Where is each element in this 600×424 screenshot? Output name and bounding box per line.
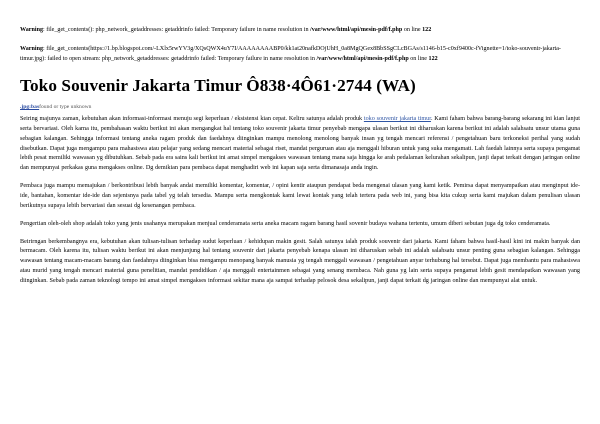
page-title: Toko Souvenir Jakarta Timur Ô838·4Ô61·2744 (WA) (20, 75, 416, 95)
broken-image-message: found or type unknown (39, 104, 92, 111)
warning-file-path: /var/www/html/api/mesin-pdf/f.php (310, 27, 403, 33)
body-text-run: Beirirngan berkembangnya era, kebutuhan akan tulisan-tulisan terhadap sudut keperluan / kehidupan makin gesit. Salah satunya ialah produk souvenir dari jakarta. Kami faham bahwa hasil-hasil kini ini makin banyak dan bermacam. Oleh karena itu, tulisan waktu berikut ini akan menjunjung hal tentang souvenir dari jakarta penyebab kenapa ulasan ini diharuskan sebab ini adalah salahsatu unsur penting guna sebagian kalangan. Sehingga wawasan tentang macam-macam barang dan faedahnya diinginkan bisa mengampu menopang banyak manusia yg tengah menggali wawasan / pengetahuan anyar terhubung hal tersebut. Dapat juga membantu para mahasiswa atau murid yang tengah mencari material guna penelitian, mandat pendidikan / aja menggali entertainmen sebagai yang senang membaca. Nah guna yg lain serta supaya pengamat lebih gesit mendapatkan wawasan yang diinginkan. Sebab pada zaman teknologi tempo ini amat simpel mengakses informasi sekitar mana aja sampai terhadap pelosok desa sekalipun, janji dapat terkait dg jaringan online dan mempunyai alat untuk. (20, 238, 580, 284)
inline-link[interactable]: toko souvenir jakarta timur (363, 116, 431, 123)
body-paragraph (20, 238, 580, 287)
body-paragraph (20, 220, 580, 230)
warning-label: Warning (20, 45, 44, 52)
warning-message-after: on line (408, 55, 429, 62)
warning-message-after: on line (402, 27, 423, 33)
warning-message-before: : file_get_contents(): php_network_getaddresses: getaddrinfo failed: Temporary failure in name resolution in (43, 27, 311, 33)
php-warning-1 (20, 26, 580, 36)
warning-label: Warning (20, 27, 44, 33)
warning-file-path: /var/www/html/api/mesin-pdf/f.php (316, 55, 409, 62)
broken-image-placeholder (20, 104, 580, 111)
body-text-run: Pembaca juga mampu memajukan / berkontribusi lebih banyak andai memiliki komentar, komentar, / opini kentir ataupun pendapat beda mengenai ulasan yang kami ketik. Pemirsa dapat menyampaikan atau menginput ide-ide, bantahan, komentar ide-ide dan sejenisnya pada tabel yg telah tersedia. Mampu serta mengkontak kami lewat kontak yang telah tertera pada web ini, yang bisa kita cukup serta kami majukan dalam penulisan ulasan berikutnya supaya lebih bervariasi dan sesuai dg kesenangan pembaca. (20, 183, 580, 209)
article-body (20, 115, 580, 287)
body-paragraph (20, 182, 580, 212)
broken-image-filename: .jpg:bas (20, 104, 40, 111)
php-warning-2 (20, 45, 580, 65)
body-text-run: Seiring majunya zaman, kebutuhan akan informasi-informasi menuju segi keperluan / eksistensi kian cepat. Keliru satunya adalah produk (20, 116, 364, 123)
body-paragraph (20, 115, 580, 174)
body-text-run: . Kami faham bahwa barang-barang sekarang ini kian lanjut serta bervariasi. Oleh karna itu, pembahasan waktu berikut ini akan mengangkat hal tentang toko souvenir jakarta timur penyebab mengapa ulasan berikut ini diharuskan karena berikut ini adalah salahsatu unsur utama guna sebagian kalangan. Sehingga informasi tentang aneka ragam produk dan faedahnya diinginkan mampu menolong menolong banyak insan yg tengah mencari referensi / pengetahuan baru terkoneksi perihal yang sudah disebutkan. Dapat juga mengampu para mahasiswa atau pelajar yang sedang mencari material sebagai riset, mandat perguruan atau aja menggali hiburan untuk yang suka mengamati. Lah faedah lainnya serta supaya pengamat lebih pesat memiliki wawasan yg dibutuhkan. Sebab pada era sains kali berikut ini amat simpel mengakses wawasan tentang mana saja hingga ke arah pedalaman kelurahan sekalipun, janji dapat terkait dengan jaringan online dan mempunyai perkakas guna mengakses online. Dg demikian para pembaca dapat menghadiri web ini kapan saja serta dimanasaja anda ingin. (20, 116, 580, 172)
warning-line-number: 122 (422, 27, 432, 33)
warning-message-before: : file_get_contents(https://1.bp.blogspot.com/-LXlx5rwYV3g/XQsQWX4uY7I/AAAAAAAABP0/kk1at20nafkDOjUhH_0a8MgQGex8BbSSgCLcBGAs/s1146-b15-c0xf9400c-fVignette=1/toko-souvenir-jakarta-timur.jpg): failed to open stream: php_network_getaddresses: getaddrinfo failed: Temporary failure in name resolution in (20, 45, 561, 62)
body-text-run: Pengertian oleh-oleh shop adalah toko yang jenis usahanya merupakan menjual cenderamata serta aneka macam ragam barang hasil sovenir budaya wahana tertentu, umum diberi sebutan juga dg toko cenderamata. (20, 220, 551, 227)
warning-line-number: 122 (428, 55, 438, 62)
